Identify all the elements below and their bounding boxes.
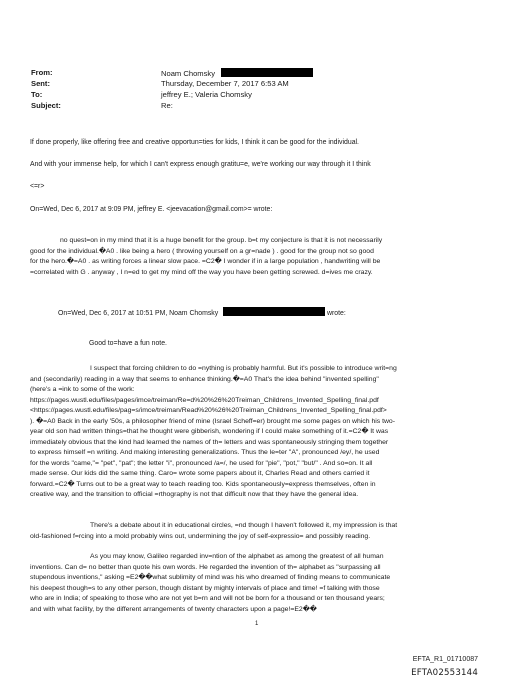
text-line: and (secondarily) reading in a way that seems to enhance thinking.�=A0 That's the idea behind "invented spelling": [30, 375, 379, 383]
text-line: his deepest though=s to any other person, though distant by mighty intervals of place and time! =f talking with those: [30, 584, 380, 592]
text-line: for the words "came,"= "pet", "pat"; the letter "i", pronounced /a=/, he used for "pie", "pot," "but/" . And so=on. It all: [30, 459, 373, 467]
page-number: 1: [255, 621, 259, 627]
text-line: https://pages.wustl.edu/files/pages/imce/treiman/Re=d%20%26%20Treiman_Childrens_Invented_Spelling_final.pdf: [30, 396, 379, 404]
from-name: Noam Chomsky: [161, 69, 216, 78]
to-label: To:: [31, 90, 43, 99]
body-paragraph: [30, 364, 492, 501]
text-line: good for the individual.�A0 . like being a hero ( throwing yourself on a gr=nade ) . good for the group not so good: [30, 247, 374, 255]
body-paragraph: If done properly, like offering free and creative opportun=ties for kids, I think it can be good for the individual.: [30, 139, 359, 146]
text-line: <https://pages.wustl.edu/files/pag=s/imce/treiman/Read%20%26%20Treiman_Childrens_Invented_Spelling_final.pdf>: [30, 407, 387, 414]
text-line: old-fashioned f=rcing into a mold probably wins out, undermining the joy of self-expressio= and possibly reading.: [30, 532, 371, 540]
quoted-message: [30, 236, 492, 278]
redaction-bar: [223, 307, 325, 316]
body-paragraph: [30, 521, 492, 542]
text-line: made sense. Our kids did the same thing. Caro= wrote some papers about it, Charles Read and others carried it: [30, 470, 370, 477]
text-line: who are in India; of speaking to those who are not yet b=rn and will not be born for a thousand or ten thousand years;: [30, 595, 385, 602]
from-label: From:: [31, 68, 53, 77]
text-line: immediately obvious that the kind had learned the names of th= letters and was spontaneously stringing them together: [30, 438, 389, 446]
to-value: jeffrey E.; Valeria Chomsky: [161, 90, 252, 99]
text-line: =correlated with G . anyway , I n=ed to get my mind off the way you have been getting screwed. d=ives me crazy.: [30, 268, 373, 276]
text-line: year old son had written things=that he thought were gibberish, wondering if I could make something of it.=C2� It was: [30, 428, 389, 435]
text-line: and with what facility, by the different arrangements of twenty characters upon a page!=E2��: [30, 605, 317, 613]
text-line: stupendous inventions," asking =E2��what sublimity of mind was his who dreamed of finding means to communicate: [30, 574, 391, 581]
sent-label: Sent:: [31, 79, 50, 88]
bates-number-small: EFTA_R1_01710087: [412, 656, 478, 663]
text-line: As you may know, Galileo regarded inv=ntion of the alphabet as among the greatest of all human: [90, 553, 384, 560]
text-line: inventions. Can d= no better than quote his own words. He regarded the invention of th= alphabet as "surpassing all: [30, 563, 381, 571]
text-line: ). �=A0 Back in the early '50s, a philosopher friend of mine (Israel Scheff=er) brought me some pages on which his two-: [30, 417, 396, 425]
text-line: (here's a =ink to some of the work:: [30, 386, 135, 393]
text-line: There's a debate about it in educational circles, =nd though I haven't followed it, my impression is that: [90, 522, 398, 529]
quote-header: On=Wed, Dec 6, 2017 at 9:09 PM, jeffrey E. <jeevacation@gmail.com>= wrote:: [30, 206, 273, 213]
quote-header-suffix: wrote:: [327, 310, 346, 317]
text-line: for the hero.�=A0 . as writing forces a linear slow pace. =C2� I wonder if in a large population , handwriting will be: [30, 258, 381, 265]
bates-number-large: EFTA02553144: [411, 668, 478, 678]
sent-value: Thursday, December 7, 2017 6:53 AM: [161, 79, 289, 88]
subject-value: Re:: [161, 101, 173, 110]
text-line: I suspect that forcing children to do =nything is probably harmful. But it's possible to introduce writ=ng: [90, 365, 397, 372]
body-paragraph: <=r>: [30, 183, 45, 190]
text-line: to express himself =n writing. And making interesting generalizations. Thus the le=ter "A", pronounced /ey/, he used: [30, 449, 380, 456]
quote-header: [58, 307, 346, 318]
text-line: forward.=C2� Turns out to be a great way to teach reading too. Kids spontaneously=express themselves, often in: [30, 480, 376, 488]
from-value: [161, 68, 313, 79]
text-line: creative way, and the transition to official =rthography is not that difficult now that they have the general idea.: [30, 491, 359, 498]
body-paragraph: [30, 552, 492, 615]
subject-label: Subject:: [31, 101, 61, 110]
redaction-bar: [221, 68, 313, 77]
quote-header-prefix: On=Wed, Dec 6, 2017 at 10:51 PM, Noam Chomsky: [58, 310, 219, 317]
body-paragraph: Good to=have a fun note.: [89, 340, 167, 347]
text-line: no quest=on in my mind that it is a huge benefit for the group. b=t my conjecture is that it is not necessarily: [60, 237, 383, 244]
body-paragraph: And with your immense help, for which I can't express enough gratitu=e, we're working our way through it I think: [30, 161, 371, 168]
